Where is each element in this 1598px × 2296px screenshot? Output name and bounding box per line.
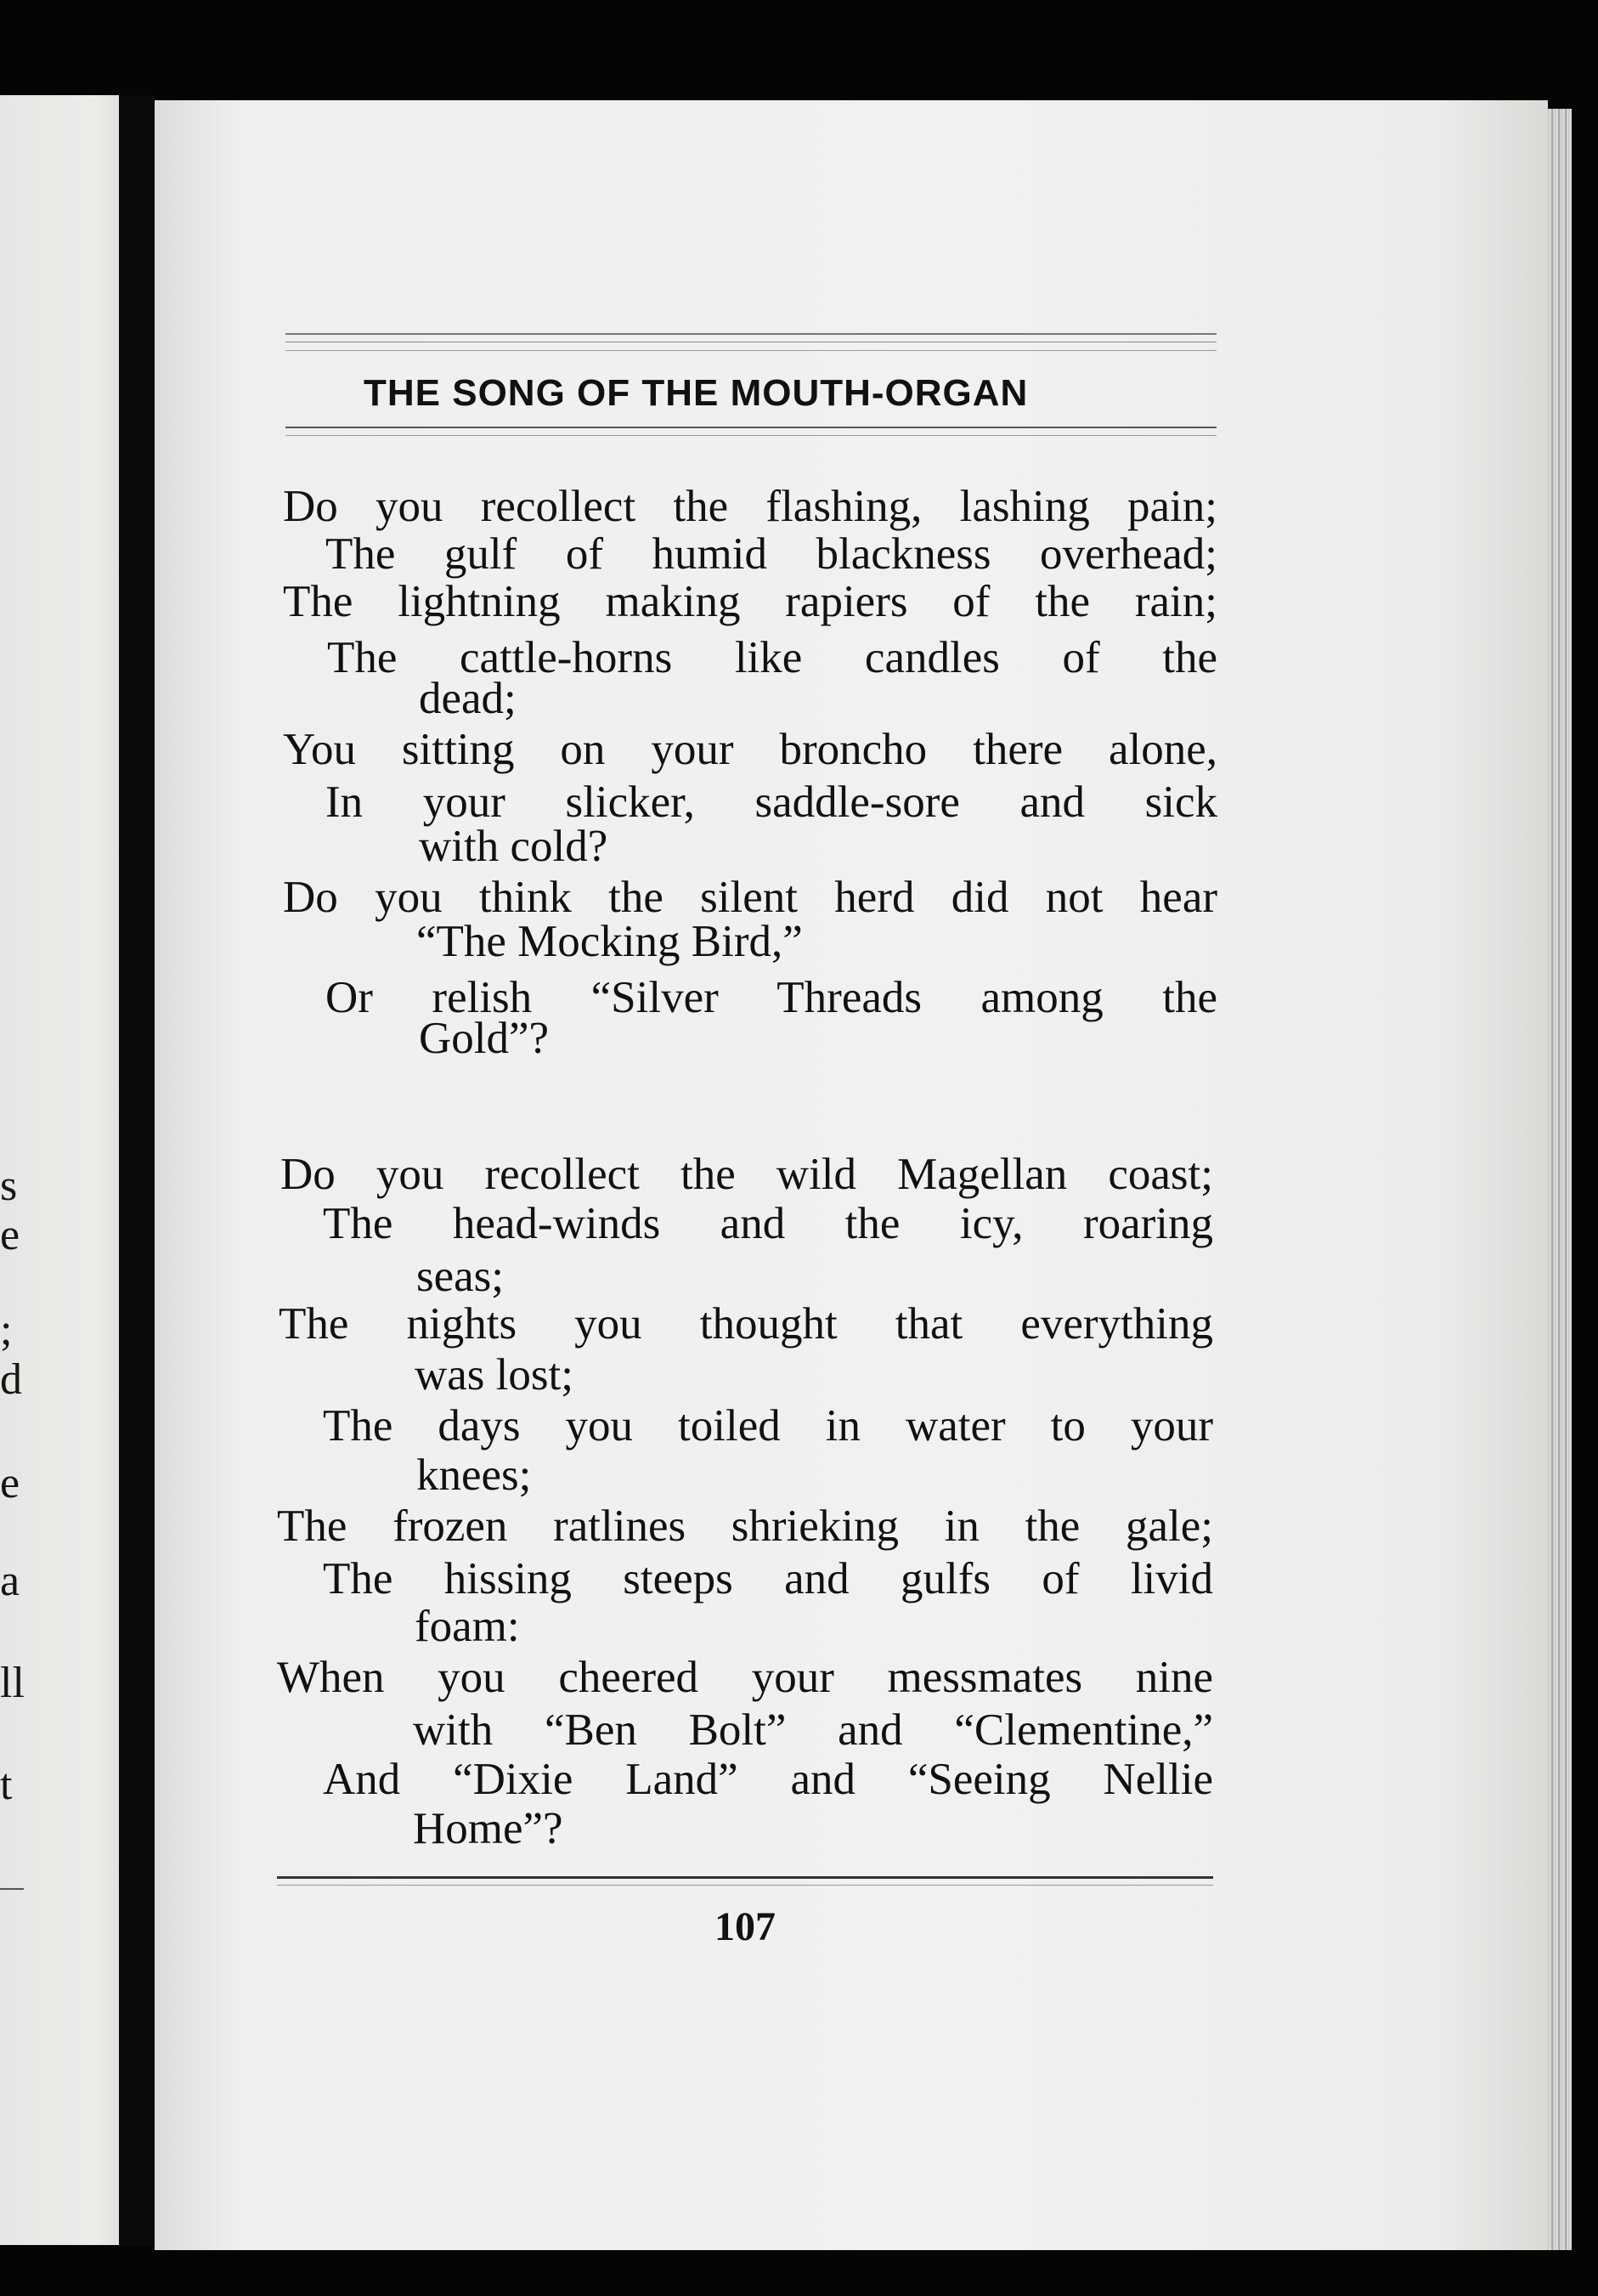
header-bottom-rule (285, 427, 1217, 428)
poem-line: When you cheered your messmates nine (277, 1653, 1213, 1702)
poem-line: The hissing steeps and gulfs of livid (323, 1554, 1213, 1603)
page-edges (1548, 109, 1572, 2250)
poem-line: The cattle-horns like candles of the (327, 633, 1217, 682)
poem-line: The head-winds and the icy, roaring (323, 1199, 1213, 1248)
poem-line: seas; (416, 1252, 505, 1301)
poem-line: knees; (416, 1451, 532, 1500)
poem-line: The days you toiled in water to your (323, 1401, 1213, 1451)
poem-line: Home”? (413, 1804, 563, 1853)
poem-line: with “Ben Bolt” and “Clementine,” (413, 1705, 1213, 1755)
poem-line: You sitting on your broncho there alone, (283, 725, 1217, 774)
poem-line: was lost; (415, 1350, 573, 1400)
poem-line: with cold? (419, 822, 608, 871)
left-page-fragment: e (0, 1211, 20, 1259)
left-page (0, 95, 138, 2245)
left-page-fragment: d (0, 1355, 22, 1404)
left-page-fragment: e (0, 1459, 20, 1507)
page-number: 107 (714, 1904, 776, 1949)
poem-line: foam: (415, 1602, 520, 1651)
page-title: THE SONG OF THE MOUTH-ORGAN (364, 372, 1029, 414)
footer-rule-2 (277, 1885, 1213, 1886)
left-page-fragment: ; (0, 1306, 13, 1354)
header-bottom-rule-2 (285, 435, 1217, 436)
left-page-rule (0, 1888, 24, 1890)
left-page-fragment: t (0, 1761, 13, 1809)
poem-line: The nights you thought that everything (279, 1299, 1213, 1349)
poem-line: “The Mocking Bird,” (416, 917, 803, 966)
left-page-fragment: a (0, 1557, 20, 1605)
poem-line: Or relish “Silver Threads among the (325, 973, 1217, 1022)
poem-line: The lightning making rapiers of the rain; (283, 577, 1217, 626)
poem-line: In your slicker, saddle-sore and sick (325, 778, 1217, 827)
left-page-fragment: s (0, 1162, 18, 1210)
header-top-rule-3 (285, 350, 1217, 351)
poem-line: And “Dixie Land” and “Seeing Nellie (323, 1755, 1213, 1804)
poem-line: Gold”? (419, 1014, 550, 1063)
header-top-rule (285, 333, 1217, 335)
footer-rule (277, 1876, 1213, 1879)
poem-line: Do you recollect the flashing, lashing pain; (283, 482, 1217, 531)
poem-line: dead; (419, 674, 517, 723)
left-page-fragment: ll (0, 1659, 25, 1707)
book-spine-shadow (119, 95, 155, 2245)
poem-line: The gulf of humid blackness overhead; (325, 529, 1217, 579)
poem-line: Do you recollect the wild Magellan coast; (280, 1150, 1213, 1199)
poem-line: The frozen ratlines shrieking in the gale; (277, 1501, 1213, 1551)
poem-line: Do you think the silent herd did not hear (283, 873, 1217, 922)
